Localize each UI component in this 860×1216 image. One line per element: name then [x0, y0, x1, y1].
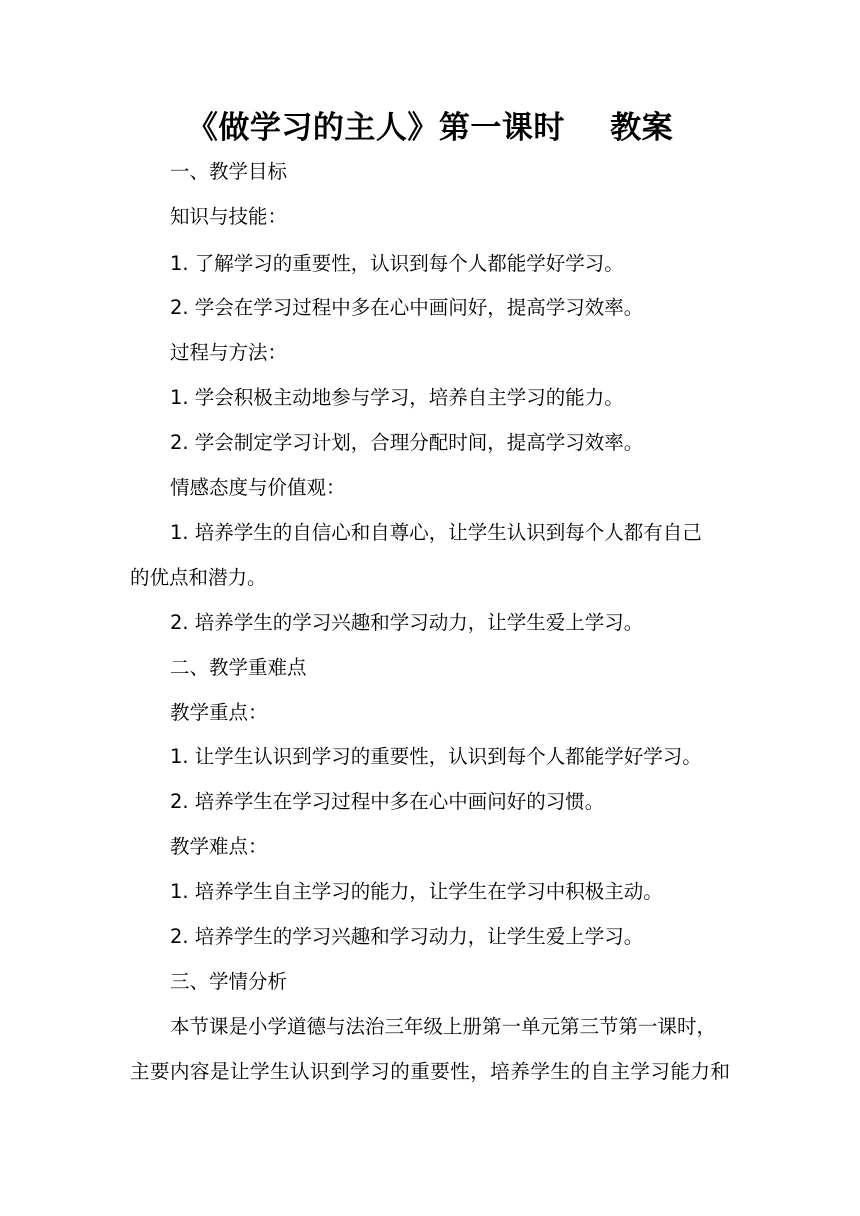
section-heading-objectives: 一、教学目标 — [170, 160, 288, 183]
section-heading-key-difficult-points: 二、教学重难点 — [170, 656, 307, 679]
list-item: 1. 了解学习的重要性，认识到每个人都能学好学习。 — [170, 252, 624, 275]
list-item: 1. 学会积极主动地参与学习，培养自主学习的能力。 — [170, 386, 624, 409]
subheading-emotion-values: 情感态度与价值观： — [170, 476, 346, 499]
subheading-key-points: 教学重点： — [170, 701, 268, 724]
paragraph-line: 主要内容是让学生认识到学习的重要性，培养学生的自主学习能力和 — [130, 1060, 730, 1083]
paragraph-line: 本节课是小学道德与法治三年级上册第一单元第三节第一课时， — [170, 1015, 717, 1038]
list-item: 2. 培养学生的学习兴趣和学习动力，让学生爱上学习。 — [170, 611, 644, 634]
subheading-difficult-points: 教学难点： — [170, 835, 268, 858]
document-title: 《做学习的主人》第一课时 教案 — [186, 110, 674, 146]
section-heading-learner-analysis: 三、学情分析 — [170, 970, 288, 993]
list-item: 1. 培养学生自主学习的能力，让学生在学习中积极主动。 — [170, 880, 663, 903]
subheading-knowledge-skills: 知识与技能： — [170, 205, 288, 228]
list-item: 1. 培养学生的自信心和自尊心，让学生认识到每个人都有自己 — [170, 521, 702, 544]
list-item: 2. 学会在学习过程中多在心中画问好，提高学习效率。 — [170, 296, 644, 319]
list-item: 2. 培养学生的学习兴趣和学习动力，让学生爱上学习。 — [170, 925, 644, 948]
list-item: 2. 学会制定学习计划，合理分配时间，提高学习效率。 — [170, 431, 644, 454]
list-item: 2. 培养学生在学习过程中多在心中画问好的习惯。 — [170, 790, 605, 813]
subheading-process-methods: 过程与方法： — [170, 341, 288, 364]
list-item: 1. 让学生认识到学习的重要性，认识到每个人都能学好学习。 — [170, 745, 702, 768]
list-item-continuation: 的优点和潜力。 — [130, 566, 267, 589]
